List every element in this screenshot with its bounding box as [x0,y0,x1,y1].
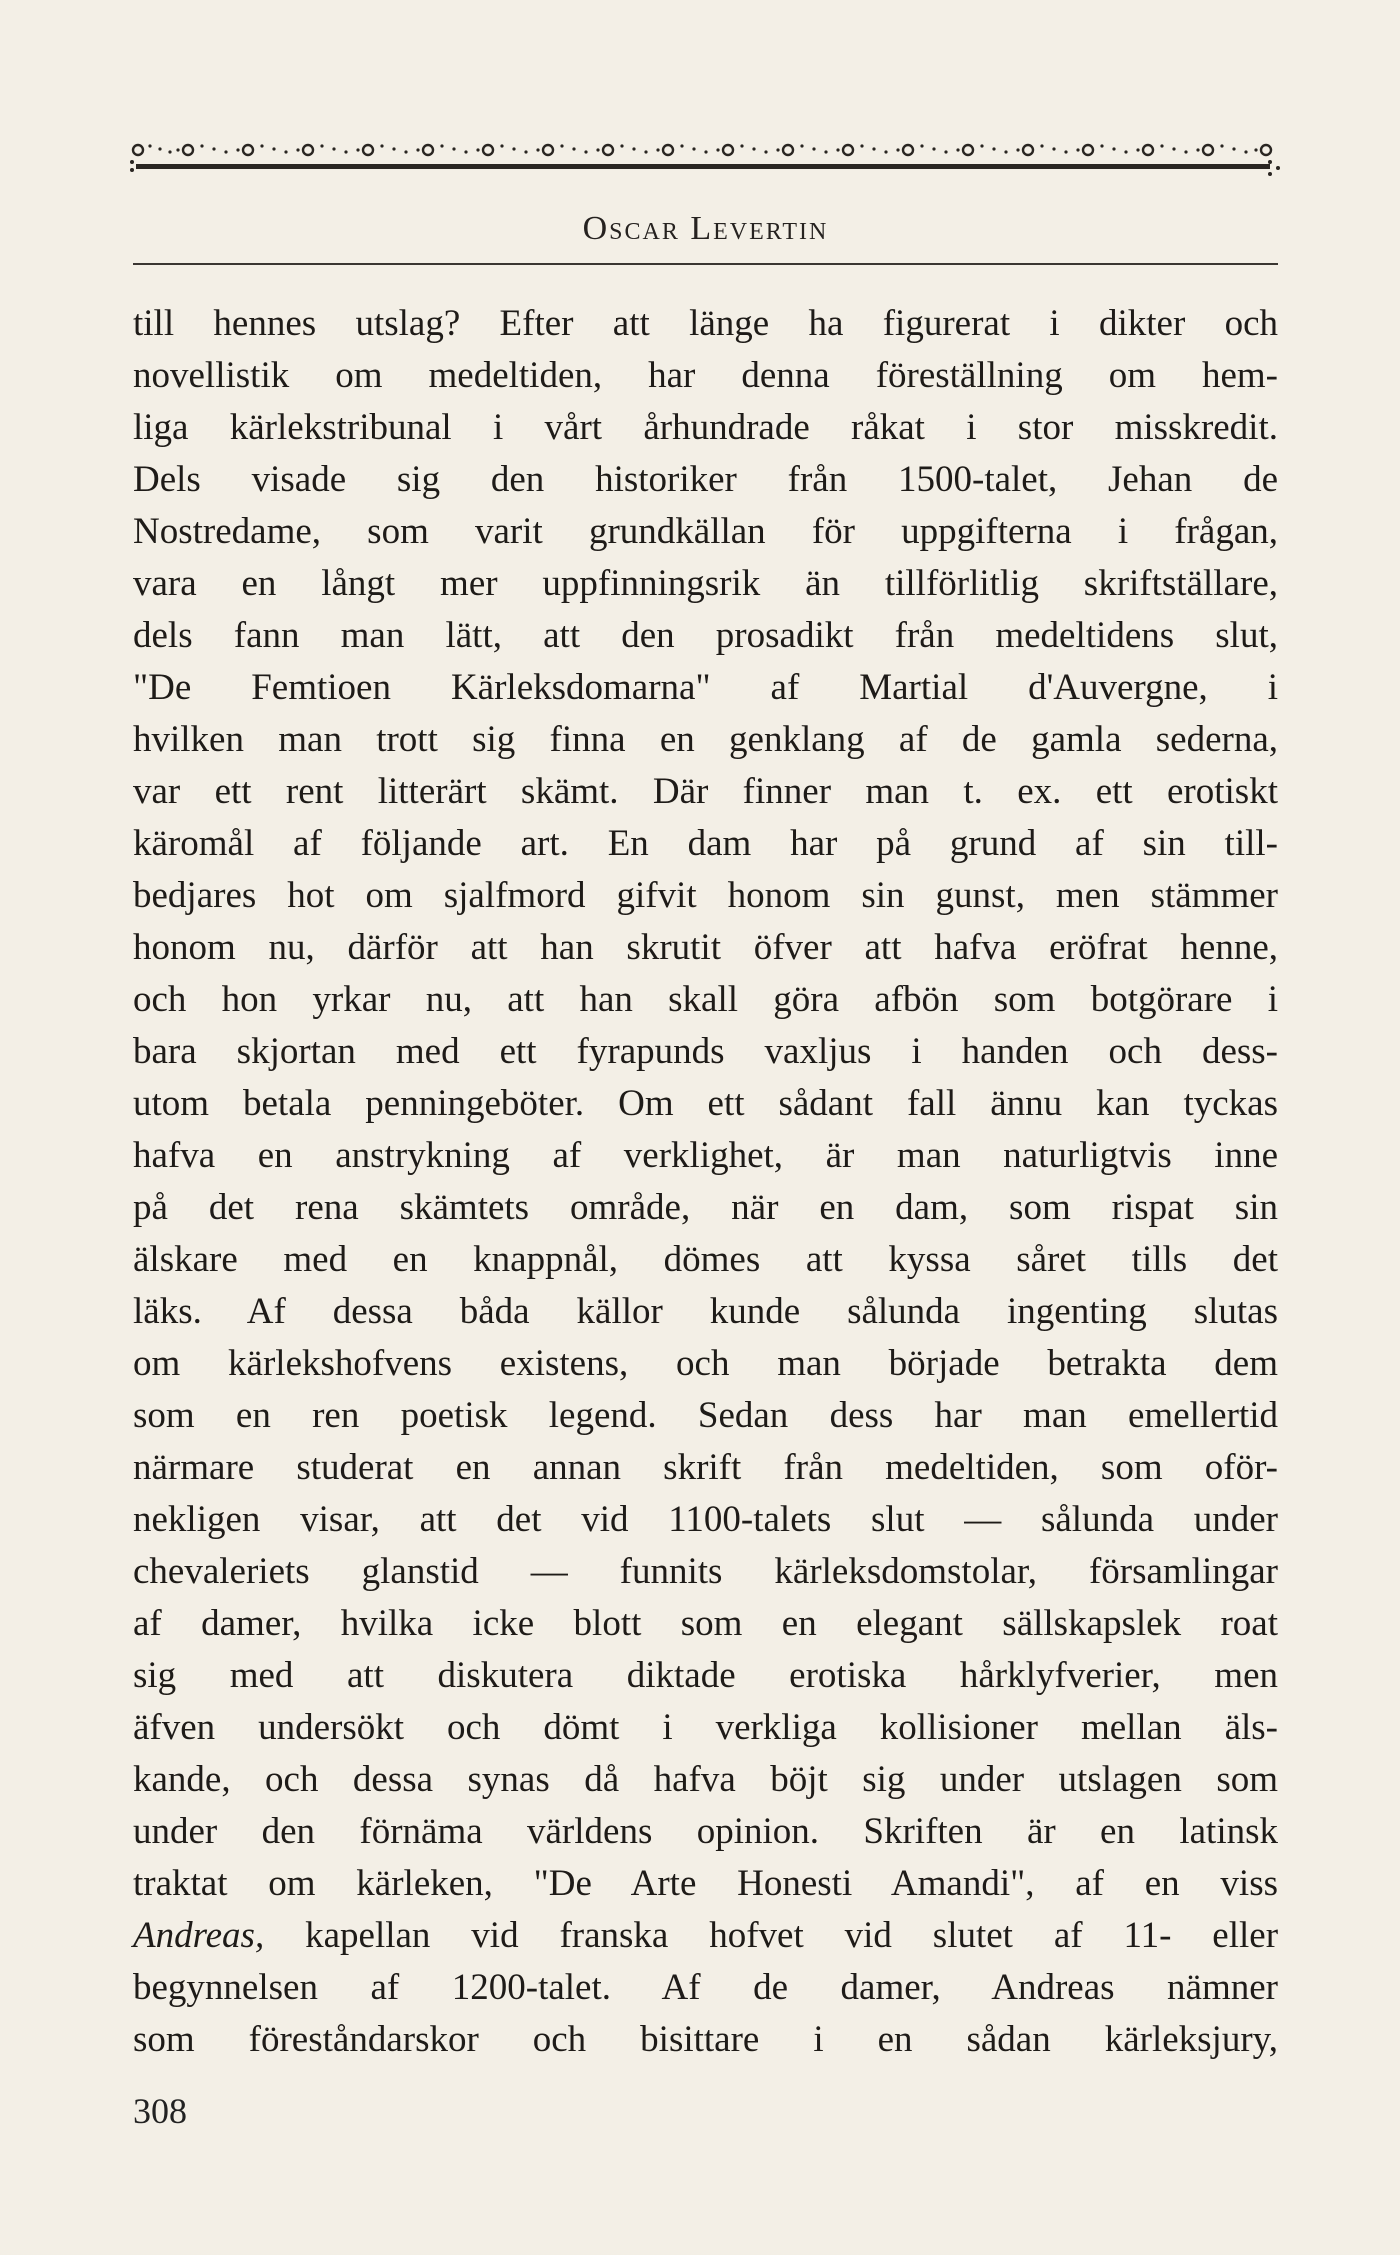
text-line-rest: kapellan vid franska hofvet vid slutet af 11- eller [305,1915,1279,1956]
ornamental-border [128,122,1284,198]
text-line: traktat om kärleken, "De Arte Honesti Amandi", af en viss [133,1863,1278,1904]
italic-author-name: Andreas, [133,1915,265,1956]
text-line: på det rena skämtets område, när en dam, som rispat sin [133,1187,1278,1228]
text-line: hafva en anstrykning af verklighet, är man naturligtvis inne [133,1135,1278,1176]
text-line: kande, och dessa synas då hafva böjt sig under utslagen som [133,1759,1278,1800]
text-line: af damer, hvilka icke blott som en elegant sällskapslek roat [133,1603,1278,1644]
text-line: dels fann man lätt, att den prosadikt från medeltidens slut, [133,615,1278,656]
text-line: "De Femtioen Kärleksdomarna" af Martial d'Auvergne, i [133,667,1278,708]
text-line: till hennes utslag? Efter att länge ha figurerat i dikter och [133,303,1278,344]
ornament-dotted-chain [133,145,1271,155]
text-line: som en ren poetisk legend. Sedan dess har man emellertid [133,1395,1278,1436]
text-line: hvilken man trott sig finna en genklang af de gamla sederna, [133,719,1278,760]
header-rule [133,263,1278,265]
text-line: om kärlekshofvens existens, och man började betrakta dem [133,1343,1278,1384]
text-line: var ett rent litterärt skämt. Där finner man t. ex. ett erotiskt [133,771,1278,812]
text-line: under den förnäma världens opinion. Skriften är en latinsk [133,1811,1278,1852]
text-line: äfven undersökt och dömt i verkliga kollisioner mellan äls- [133,1707,1278,1748]
text-line: Nostredame, som varit grundkällan för uppgifterna i frågan, [133,511,1278,552]
text-line: närmare studerat en annan skrift från medeltiden, som oför- [133,1447,1278,1488]
text-line: bedjares hot om sjalfmord gifvit honom sin gunst, men stämmer [133,875,1278,916]
text-line-italic-name [133,1910,1278,1962]
text-line: älskare med en knappnål, dömes att kyssa såret tills det [133,1239,1278,1280]
body-text [133,298,1278,2066]
text-line: liga kärlekstribunal i vårt århundrade råkat i stor misskredit. [133,407,1278,448]
text-line: Dels visade sig den historiker från 1500-talet, Jehan de [133,459,1278,500]
text-line: begynnelsen af 1200-talet. Af de damer, Andreas nämner [133,1967,1278,2008]
text-line: bara skjortan med ett fyrapunds vaxljus i handen och dess- [133,1031,1278,1072]
text-line: nekligen visar, att det vid 1100-talets slut — sålunda under [133,1499,1278,1540]
text-line: som föreståndarskor och bisittare i en sådan kärleksjury, [133,2019,1278,2060]
text-line: vara en långt mer uppfinningsrik än tillförlitlig skriftställare, [133,563,1278,604]
text-line: och hon yrkar nu, att han skall göra afbön som botgörare i [133,979,1278,1020]
text-line: novellistik om medeltiden, har denna föreställning om hem- [133,355,1278,396]
text-line: sig med att diskutera diktade erotiska hårklyfverier, men [133,1655,1278,1696]
text-line: läks. Af dessa båda källor kunde sålunda ingenting slutas [133,1291,1278,1332]
text-line: käromål af följande art. En dam har på grund af sin till- [133,823,1278,864]
text-line: honom nu, därför att han skrutit öfver att hafva eröfrat henne, [133,927,1278,968]
ornament-rule [136,164,1270,169]
text-line: utom betala penningeböter. Om ett sådant fall ännu kan tyckas [133,1083,1278,1124]
text-line: chevaleriets glanstid — funnits kärleksdomstolar, församlingar [133,1551,1278,1592]
page-number: 308 [133,2091,187,2131]
running-head: Oscar Levertin [582,210,829,247]
